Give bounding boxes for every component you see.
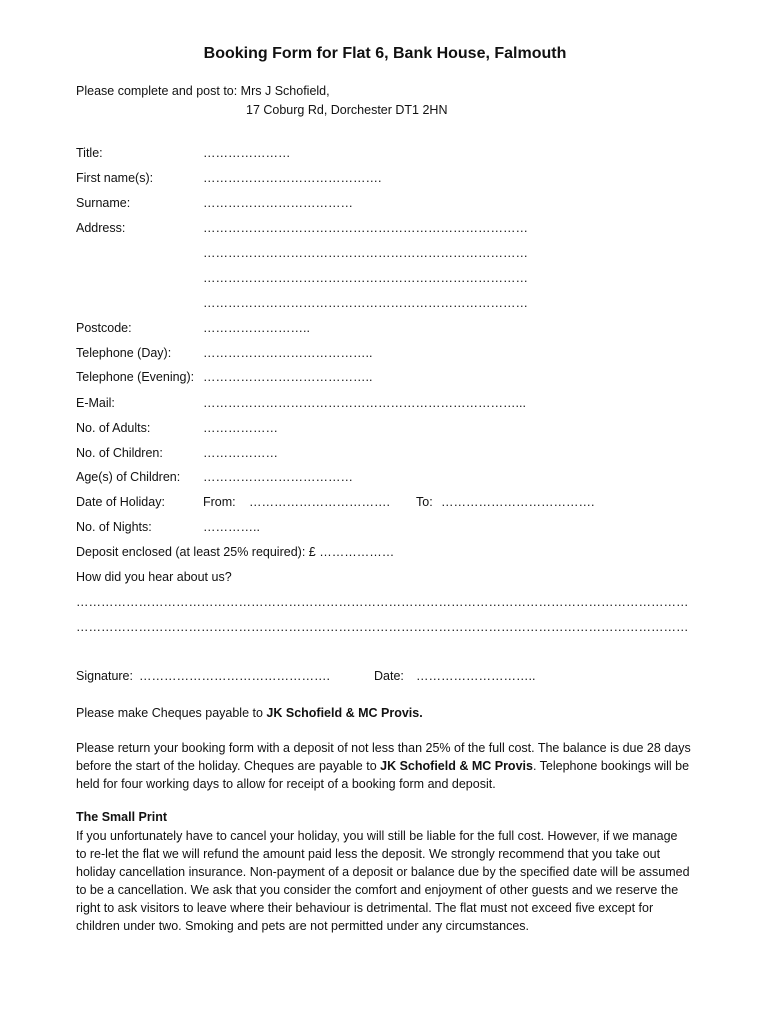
telephone-day-field[interactable]: ………………………………….. — [203, 346, 373, 360]
small-print-heading: The Small Print — [76, 810, 167, 824]
postcode-field[interactable]: …………………….. — [203, 321, 310, 335]
return-paragraph — [76, 739, 691, 793]
email-field[interactable]: …………………………………………………………………... — [203, 396, 526, 410]
surname-field[interactable]: ……………………………… — [203, 196, 353, 210]
children-ages-field[interactable]: ……………………………… — [203, 470, 353, 484]
nights-label: No. of Nights: — [76, 520, 152, 534]
children-ages-label: Age(s) of Children: — [76, 470, 181, 484]
to-label: To: — [416, 495, 433, 509]
first-name-field[interactable]: ……………………………………. — [203, 171, 382, 185]
deposit-line[interactable]: Deposit enclosed (at least 25% required): £ ……………… — [76, 545, 395, 559]
return-text-2: . Telephone bookings will be held for four working days to allow for receipt of a booking form and deposit. — [76, 759, 690, 791]
telephone-evening-field[interactable]: ………………………………….. — [203, 370, 373, 384]
from-label: From: — [203, 495, 236, 509]
post-to-address: 17 Coburg Rd, Dorchester DT1 2HN — [246, 103, 448, 117]
first-name-label: First name(s): — [76, 171, 154, 185]
address-field-4[interactable]: …………………………………………………………………… — [203, 296, 528, 310]
surname-label: Surname: — [76, 196, 131, 210]
signature-date-field[interactable]: ……………………….. — [416, 669, 536, 683]
telephone-day-label: Telephone (Day): — [76, 346, 172, 360]
to-date-field[interactable]: ………………………………. — [441, 495, 595, 509]
cheques-payee: JK Schofield & MC Provis. — [266, 706, 423, 720]
children-label: No. of Children: — [76, 446, 163, 460]
page-title: Booking Form for Flat 6, Bank House, Falmouth — [203, 45, 567, 62]
holiday-date-label: Date of Holiday: — [76, 495, 165, 509]
hear-about-field-2[interactable]: ………………………………………………………………………………………………………………………………… — [76, 620, 688, 634]
adults-label: No. of Adults: — [76, 421, 151, 435]
address-field-2[interactable]: …………………………………………………………………… — [203, 246, 528, 260]
hear-about-label: How did you hear about us? — [76, 570, 232, 584]
postcode-label: Postcode: — [76, 321, 132, 335]
title-field[interactable]: ………………… — [203, 146, 291, 160]
children-field[interactable]: ……………… — [203, 446, 278, 460]
from-date-field[interactable]: ……………………………. — [249, 495, 390, 509]
signature-date-label: Date: — [374, 669, 404, 683]
nights-field[interactable]: ………….. — [203, 520, 260, 534]
post-to-intro: Please complete and post to: Mrs J Schofield, — [76, 84, 330, 98]
adults-field[interactable]: ……………… — [203, 421, 278, 435]
address-field-3[interactable]: …………………………………………………………………… — [203, 271, 528, 285]
small-print-body: If you unfortunately have to cancel your holiday, you will still be liable for the full cost. However, if we manage to re-let the flat we will refund the amount paid less the deposit. We strongly recommend that you take out holiday cancellation insurance. Non-payment of a deposit or balance due by the specified date will be assumed to be a cancellation. We ask that you consider the comfort and enjoyment of other guests and we reserve the right to ask visitors to leave where their behaviour is detrimental. The flat must not exceed five except for children under two. Smoking and pets are not permitted under any circumstances. — [76, 829, 690, 933]
email-label: E-Mail: — [76, 396, 115, 410]
title-label: Title: — [76, 146, 103, 160]
hear-about-field-1[interactable]: ………………………………………………………………………………………………………………………………… — [76, 595, 688, 609]
return-payee: JK Schofield & MC Provis — [380, 759, 533, 773]
signature-field[interactable]: ………………………………………. — [139, 669, 330, 683]
return-text-1: Please return your booking form with a deposit of not less than 25% of the full cost. The balance is due 28 days before the start of the holiday. Cheques are payable to — [76, 741, 691, 773]
signature-label: Signature: — [76, 669, 133, 683]
telephone-evening-label: Telephone (Evening): — [76, 370, 195, 384]
cheques-prefix: Please make Cheques payable to — [76, 706, 267, 720]
address-label: Address: — [76, 221, 126, 235]
cheques-line — [76, 706, 423, 720]
address-field-1[interactable]: …………………………………………………………………… — [203, 221, 528, 235]
